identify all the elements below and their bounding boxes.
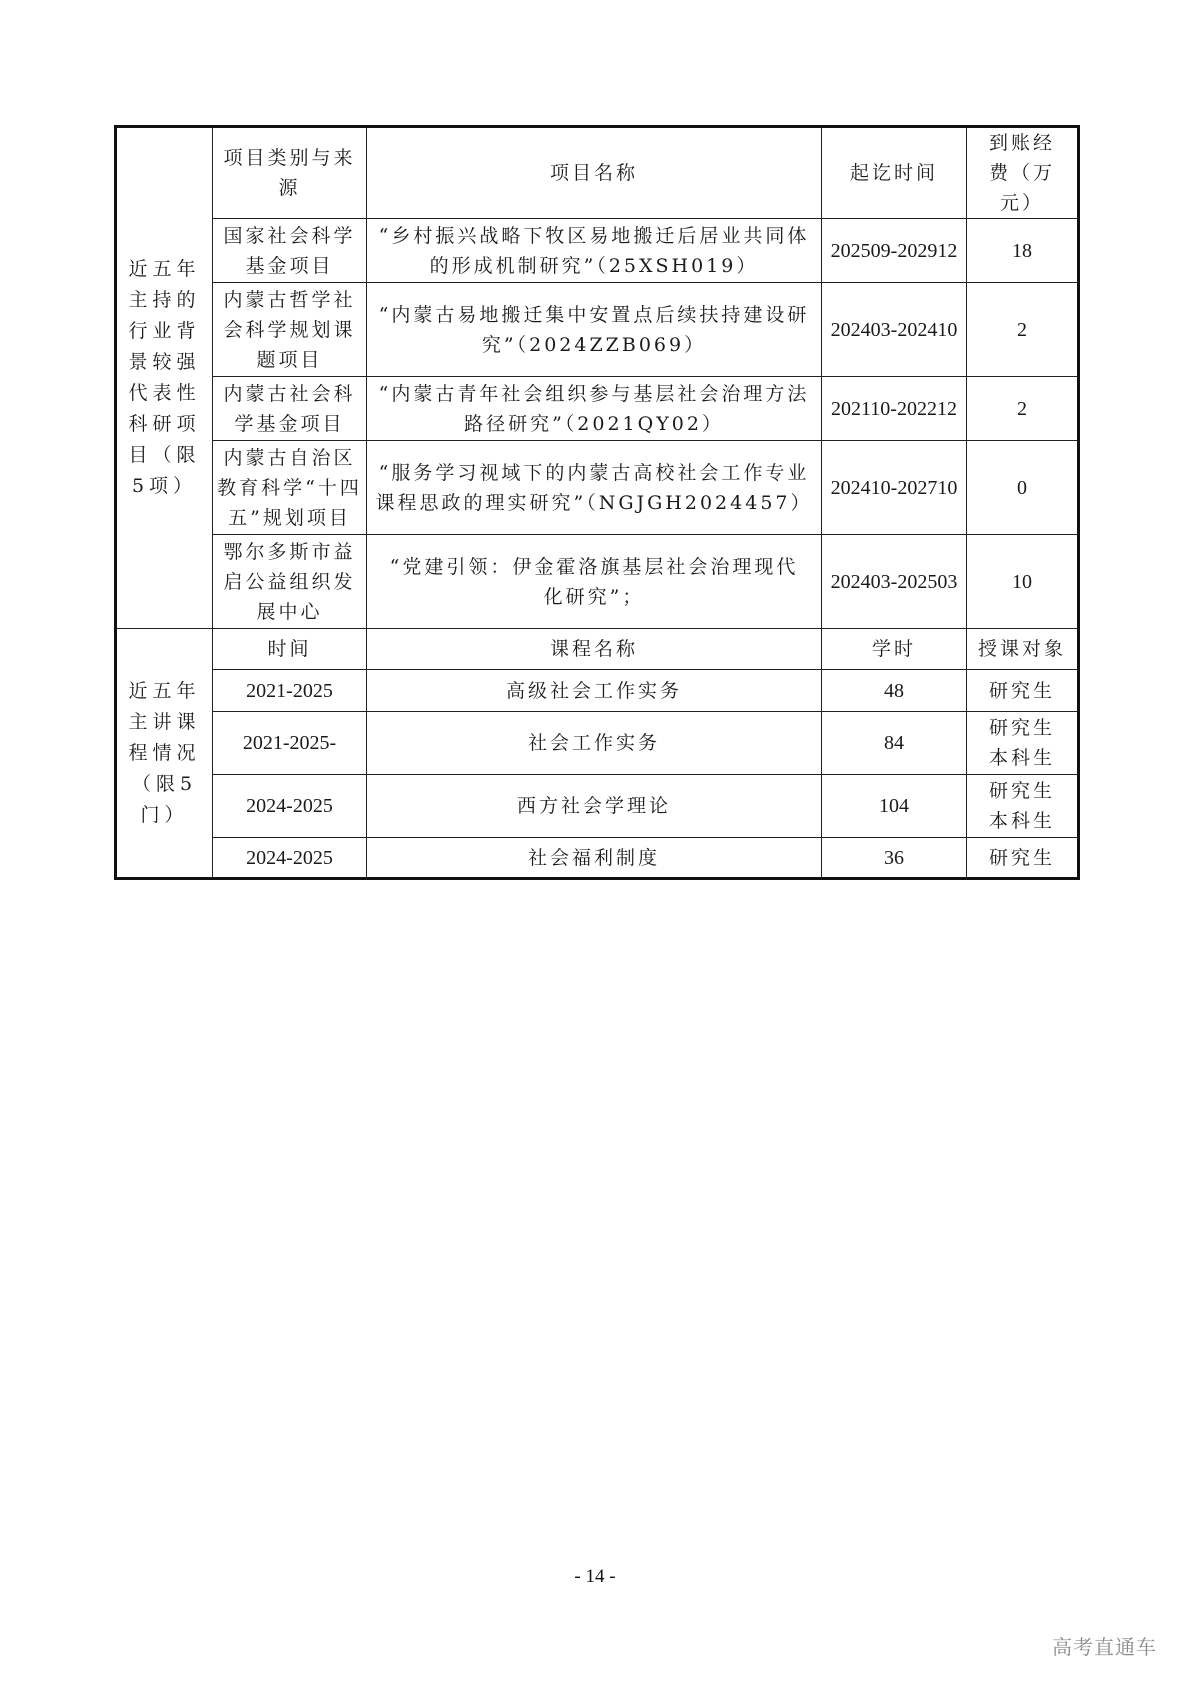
table-row (116, 441, 1079, 535)
project-period: 202403-202410 (822, 283, 967, 377)
project-period: 202410-202710 (822, 441, 967, 535)
table-row (116, 219, 1079, 283)
course-name: 社会福利制度 (367, 838, 822, 879)
watermark: 高考直通车 (1052, 1635, 1157, 1659)
project-name: “服务学习视域下的内蒙古高校社会工作专业课程思政的理实研究”（NGJGH2024457） (367, 441, 822, 535)
courses-section-label: 近五年主讲课程情况（限5门） (116, 629, 213, 879)
course-hours: 84 (822, 712, 967, 775)
course-name: 西方社会学理论 (367, 775, 822, 838)
project-source: 内蒙古哲学社会科学规划课题项目 (213, 283, 367, 377)
project-funding: 0 (967, 441, 1079, 535)
course-period: 2021-2025- (213, 712, 367, 775)
course-name: 高级社会工作实务 (367, 670, 822, 712)
header-project-name: 项目名称 (367, 127, 822, 219)
project-funding: 18 (967, 219, 1079, 283)
project-name: “党建引领：伊金霍洛旗基层社会治理现代化研究”； (367, 535, 822, 629)
table-row (116, 775, 1079, 838)
project-source: 内蒙古社会科学基金项目 (213, 377, 367, 441)
table-row (116, 283, 1079, 377)
table-row (116, 712, 1079, 775)
projects-header-row (116, 127, 1079, 219)
course-hours: 36 (822, 838, 967, 879)
course-hours: 48 (822, 670, 967, 712)
header-hours: 学时 (822, 629, 967, 670)
project-source: 内蒙古自治区教育科学“十四五”规划项目 (213, 441, 367, 535)
course-period: 2024-2025 (213, 838, 367, 879)
course-name: 社会工作实务 (367, 712, 822, 775)
table-row (116, 838, 1079, 879)
table-row (116, 377, 1079, 441)
course-audience: 研究生 本科生 (967, 775, 1079, 838)
course-audience: 研究生 (967, 670, 1079, 712)
course-audience: 研究生 本科生 (967, 712, 1079, 775)
project-name: “内蒙古易地搬迁集中安置点后续扶持建设研究”（2024ZZB069） (367, 283, 822, 377)
course-period: 2021-2025 (213, 670, 367, 712)
projects-section-label: 近五年主持的行业背景较强代表性科研项目（限5项） (116, 127, 213, 629)
project-name: “乡村振兴战略下牧区易地搬迁后居业共同体的形成机制研究”（25XSH019） (367, 219, 822, 283)
project-funding: 10 (967, 535, 1079, 629)
project-source: 国家社会科学基金项目 (213, 219, 367, 283)
header-course-period: 时间 (213, 629, 367, 670)
courses-header-row (116, 629, 1079, 670)
page-number: - 14 - (574, 1566, 616, 1587)
project-period: 202509-202912 (822, 219, 967, 283)
project-period: 202403-202503 (822, 535, 967, 629)
project-period: 202110-202212 (822, 377, 967, 441)
header-course-name: 课程名称 (367, 629, 822, 670)
project-funding: 2 (967, 283, 1079, 377)
table-row (116, 670, 1079, 712)
faculty-info-table (114, 125, 1080, 880)
table-row (116, 535, 1079, 629)
project-name: “内蒙古青年社会组织参与基层社会治理方法路径研究”（2021QY02） (367, 377, 822, 441)
header-source: 项目类别与来源 (213, 127, 367, 219)
course-audience: 研究生 (967, 838, 1079, 879)
header-audience: 授课对象 (967, 629, 1079, 670)
project-source: 鄂尔多斯市益启公益组织发展中心 (213, 535, 367, 629)
header-period: 起讫时间 (822, 127, 967, 219)
project-funding: 2 (967, 377, 1079, 441)
header-funding: 到账经费（万元） (967, 127, 1079, 219)
course-period: 2024-2025 (213, 775, 367, 838)
course-hours: 104 (822, 775, 967, 838)
